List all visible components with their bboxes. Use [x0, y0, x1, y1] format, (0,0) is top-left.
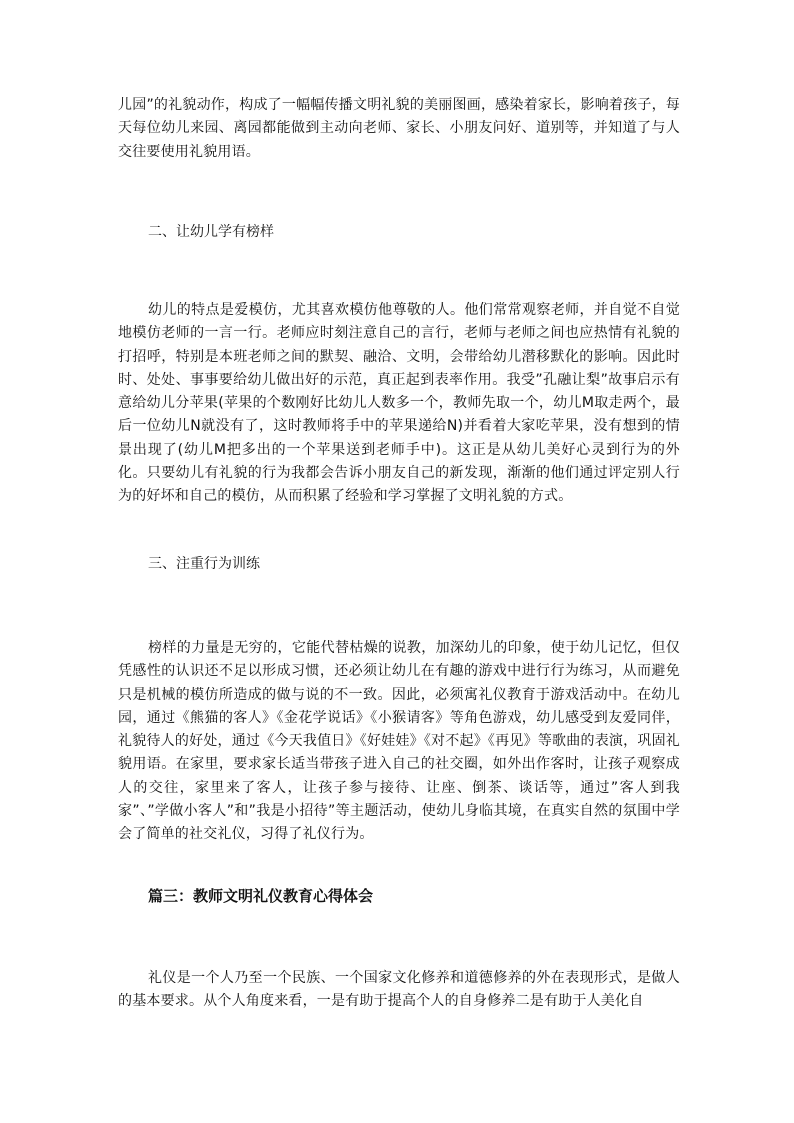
section-heading-behavior-training: 三、注重行为训练 [148, 556, 260, 572]
section-heading-role-models: 二、让幼儿学有榜样 [148, 224, 274, 240]
paragraph-etiquette-intro: 礼仪是一个人乃至一个民族、一个国家文化修养和道德修养的外在表现形式，是做人的基本要求。从个人角度来看，一是有助于提高个人的自身修养二是有助于人美化自 [118, 970, 680, 1010]
paragraph-role-models: 幼儿的特点是爱模仿，尤其喜欢模仿他尊敬的人。他们常常观察老师，并自觉不自觉地模仿老师的一言一行。老师应时刻注意自己的言行，老师与老师之间也应热情有礼貌的打招呼，特别是本班老师之间的默契、融洽、文明，会带给幼儿潜移默化的影响。因此时时、处处、事事要给幼儿做出好的示范，真正起到表率作用。我受”孔融让梨”故事启示有意给幼儿分苹果(苹果的个数刚好比幼儿人数多一个，教师先取一个，幼儿M取走两个，最后一位幼儿N就没有了，这时教师将手中的苹果递给N)并看着大家吃苹果，没有想到的情景出现了(幼儿M把多出的一个苹果送到老师手中)。这正是从幼儿美好心灵到行为的外化。只要幼儿有礼貌的行为我都会告诉小朋友自己的新发现，渐渐的他们通过评定别人行为的好坏和自己的模仿，从而积累了经验和学习掌握了文明礼貌的方式。 [118, 302, 680, 505]
paragraph-behavior-training: 榜样的力量是无穷的，它能代替枯燥的说教，加深幼儿的印象，使于幼儿记忆，但仅凭感性的认识还不足以形成习惯，还必须让幼儿在有趣的游戏中进行行为练习，从而避免只是机械的模仿所造成的做与说的不一致。因此，必须寓礼仪教育于游戏活动中。在幼儿园，通过《熊猫的客人》《金花学说话》《小猴请客》等角色游戏，幼儿感受到友爱同伴，礼貌待人的好处，通过《今天我值日》《好娃娃》《对不起》《再见》等歌曲的表演，巩固礼貌用语。在家里，要求家长适当带孩子进入自己的社交圈，如外出作客时，让孩子观察成人的交往，家里来了客人，让孩子参与接待、让座、倒茶、谈话等，通过”客人到我家”、”学做小客人”和”我是小招待”等主题活动，使幼儿身临其境，在真实自然的氛围中学会了简单的社交礼仪，习得了礼仪行为。 [118, 640, 680, 843]
paragraph-courtesy-intro: 儿园”的礼貌动作，构成了一幅幅传播文明礼貌的美丽图画，感染着家长，影响着孩子，每天每位幼儿来园、离园都能做到主动向老师、家长、小朋友问好、道别等，并知道了与人交往要使用礼貌用语。 [118, 97, 680, 160]
article-heading-part-three: 篇三：教师文明礼仪教育心得体会 [148, 887, 374, 905]
